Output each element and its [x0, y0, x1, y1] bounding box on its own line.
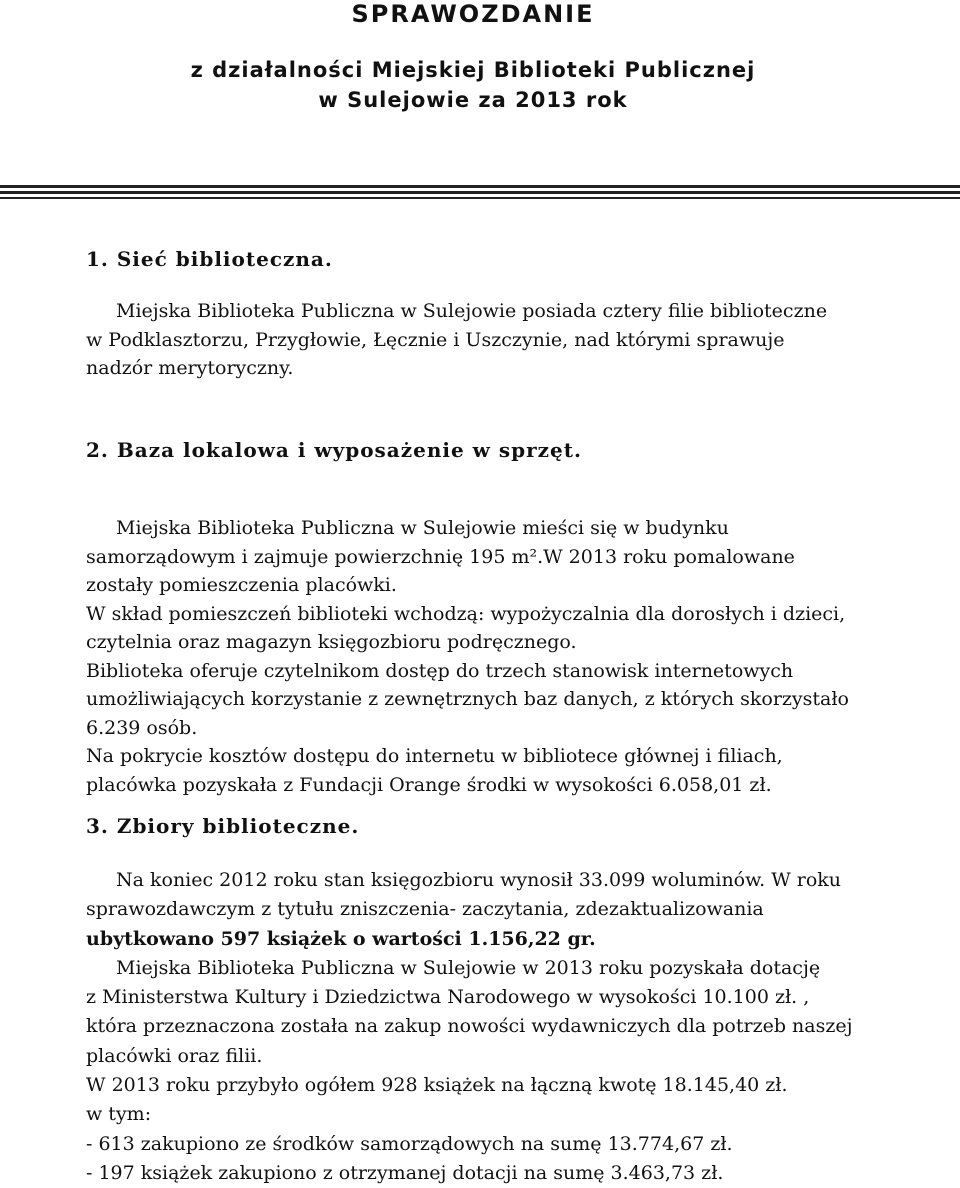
section-3-heading: 3. Zbiory biblioteczne. — [86, 814, 360, 838]
section-2-line: umożliwiających korzystanie z zewnętrznych baz danych, z których skorzystało — [86, 688, 849, 710]
header-divider-bottom — [0, 197, 960, 199]
section-2-line: zostały pomieszczenia placówki. — [86, 574, 397, 596]
section-3-line: - 613 zakupiono ze środków samorządowych na sumę 13.774,67 zł. — [86, 1132, 733, 1155]
section-1-line: nadzór merytoryczny. — [86, 357, 294, 379]
header-divider-middle — [0, 191, 960, 194]
section-3-body — [86, 866, 946, 1188]
section-1-line: w Podklasztorzu, Przygłowie, Łęcznie i Uszczynie, nad którymi sprawuje — [86, 328, 785, 351]
section-2-line: placówka pozyskała z Fundacji Orange środki w wysokości 6.058,01 zł. — [86, 773, 772, 796]
document-subtitle-line-1: z działalności Miejskiej Biblioteki Publicznej — [190, 58, 756, 82]
section-1-line: Miejska Biblioteka Publiczna w Sulejowie posiada cztery filie biblioteczne — [116, 300, 828, 322]
section-2-body — [86, 514, 946, 799]
section-3-line: z Ministerstwa Kultury i Dziedzictwa Narodowego w wysokości 10.100 zł. , — [86, 986, 810, 1009]
section-2-line: Biblioteka oferuje czytelnikom dostęp do trzech stanowisk internetowych — [86, 659, 794, 682]
section-3-line: ubytkowano 597 książek o wartości 1.156,22 gr. — [86, 927, 596, 950]
section-1-heading: 1. Sieć biblioteczna. — [86, 247, 333, 271]
section-3-line: W 2013 roku przybyło ogółem 928 książek na łączną kwotę 18.145,40 zł. — [86, 1074, 788, 1097]
section-3-line: - 197 książek zakupiono z otrzymanej dotacji na sumę 3.463,73 zł. — [86, 1161, 724, 1184]
section-1-body — [86, 297, 946, 383]
section-2-line: samorządowym i zajmuje powierzchnię 195 m².W 2013 roku pomalowane — [86, 545, 795, 568]
section-2-line: Miejska Biblioteka Publiczna w Sulejowie mieści się w budynku — [116, 517, 729, 539]
section-3-line: placówki oraz filii. — [86, 1044, 263, 1067]
section-3-line: w tym: — [86, 1103, 152, 1126]
section-2-line: 6.239 osób. — [86, 716, 198, 739]
section-2-line: czytelnia oraz magazyn księgozbioru podręcznego. — [86, 631, 577, 653]
header-divider-top — [0, 185, 960, 188]
section-2-line: W skład pomieszczeń biblioteki wchodzą: wypożyczalnia dla dorosłych i dzieci, — [86, 602, 846, 625]
section-3-line: która przeznaczona została na zakup nowości wydawniczych dla potrzeb naszej — [86, 1015, 853, 1038]
section-2-line: Na pokrycie kosztów dostępu do internetu w bibliotece głównej i filiach, — [86, 745, 783, 767]
section-3-line: Miejska Biblioteka Publiczna w Sulejowie w 2013 roku pozyskała dotację — [116, 956, 821, 979]
section-2-heading: 2. Baza lokalowa i wyposażenie w sprzęt. — [86, 438, 582, 462]
section-3-line: sprawozdawczym z tytułu zniszczenia- zaczytania, zdezaktualizowania — [86, 898, 764, 921]
document-title: SPRAWOZDANIE — [351, 0, 595, 28]
section-3-line: Na koniec 2012 roku stan księgozbioru wynosił 33.099 woluminów. W roku — [116, 869, 842, 891]
document-subtitle-line-2: w Sulejowie za 2013 rok — [318, 88, 628, 112]
